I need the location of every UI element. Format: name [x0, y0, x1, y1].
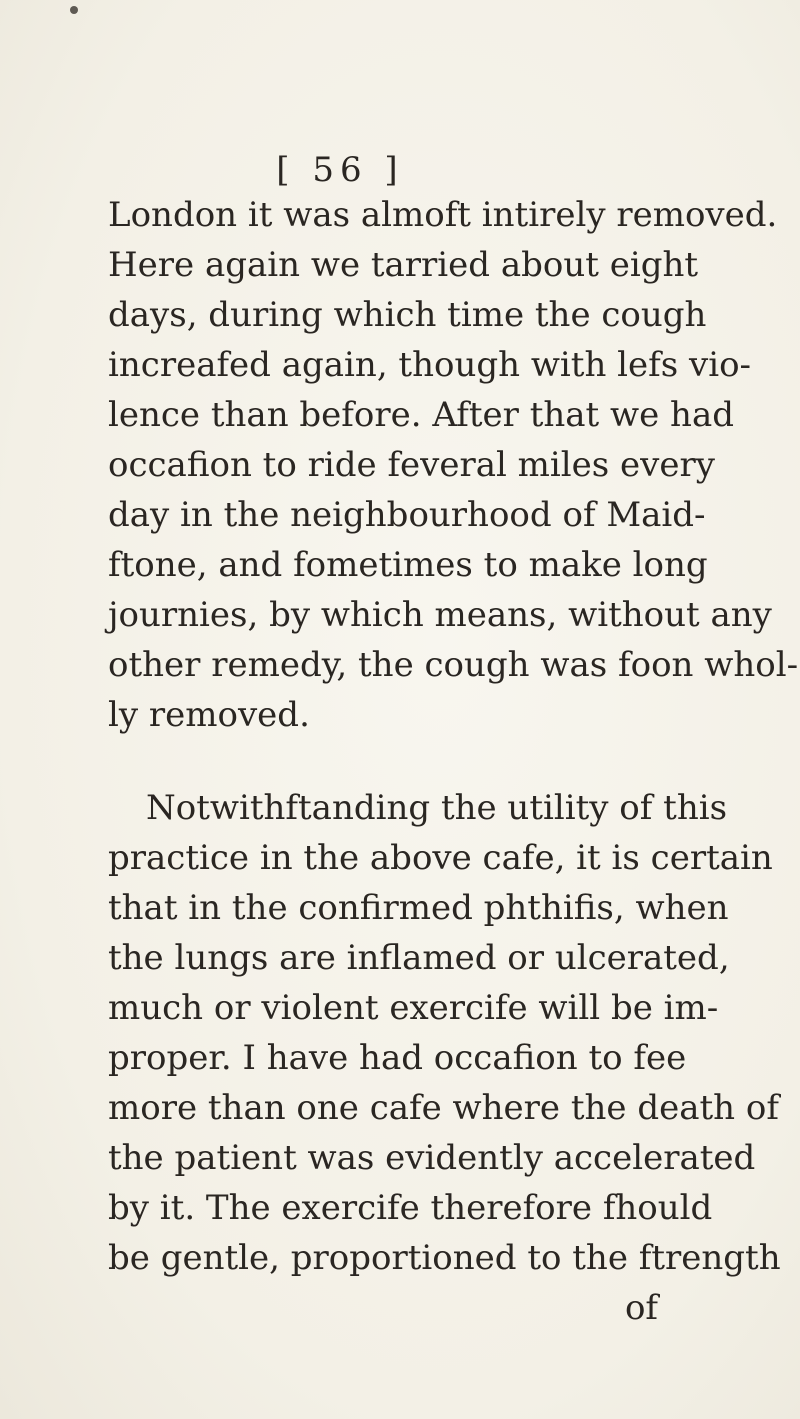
text-line: practice in the above cafe, it is certain	[108, 838, 773, 878]
text-line: that in the confirmed phthifis, when	[108, 888, 729, 928]
text-line: proper. I have had occafion to fee	[108, 1038, 687, 1078]
text-line: be gentle, proportioned to the ftrength	[108, 1238, 781, 1278]
text-line: journies, by which means, without any	[108, 595, 772, 635]
text-line: ly removed.	[108, 695, 310, 735]
text-line: day in the neighbourhood of Maid-	[108, 495, 706, 535]
text-line: more than one cafe where the death of	[108, 1088, 779, 1128]
paragraph-2	[108, 783, 781, 1283]
ink-spot	[70, 6, 78, 14]
text-line: other remedy, the cough was foon whol-	[108, 645, 799, 685]
body-text	[108, 190, 799, 1333]
text-line: days, during which time the cough	[108, 295, 707, 335]
catchword: of	[624, 1288, 658, 1328]
text-line: Here again we tarried about eight	[108, 245, 699, 285]
text-line: the patient was evidently accelerated	[108, 1138, 756, 1178]
text-line: by it. The exercife therefore fhould	[108, 1188, 713, 1228]
text-line: lence than before. After that we had	[108, 395, 734, 435]
text-line: increafed again, though with lefs vio-	[108, 345, 752, 385]
text-line: occafion to ride feveral miles every	[108, 445, 715, 485]
paragraph-1	[108, 190, 799, 740]
text-line: London it was almoft intirely removed.	[108, 195, 778, 235]
text-line: Notwithftanding the utility of this	[146, 788, 728, 828]
text-line: the lungs are inflamed or ulcerated,	[108, 938, 730, 978]
page-number: [ 56 ]	[276, 150, 404, 190]
text-line: ftone, and fometimes to make long	[108, 545, 708, 585]
text-line: much or violent exercife will be im-	[108, 988, 719, 1028]
